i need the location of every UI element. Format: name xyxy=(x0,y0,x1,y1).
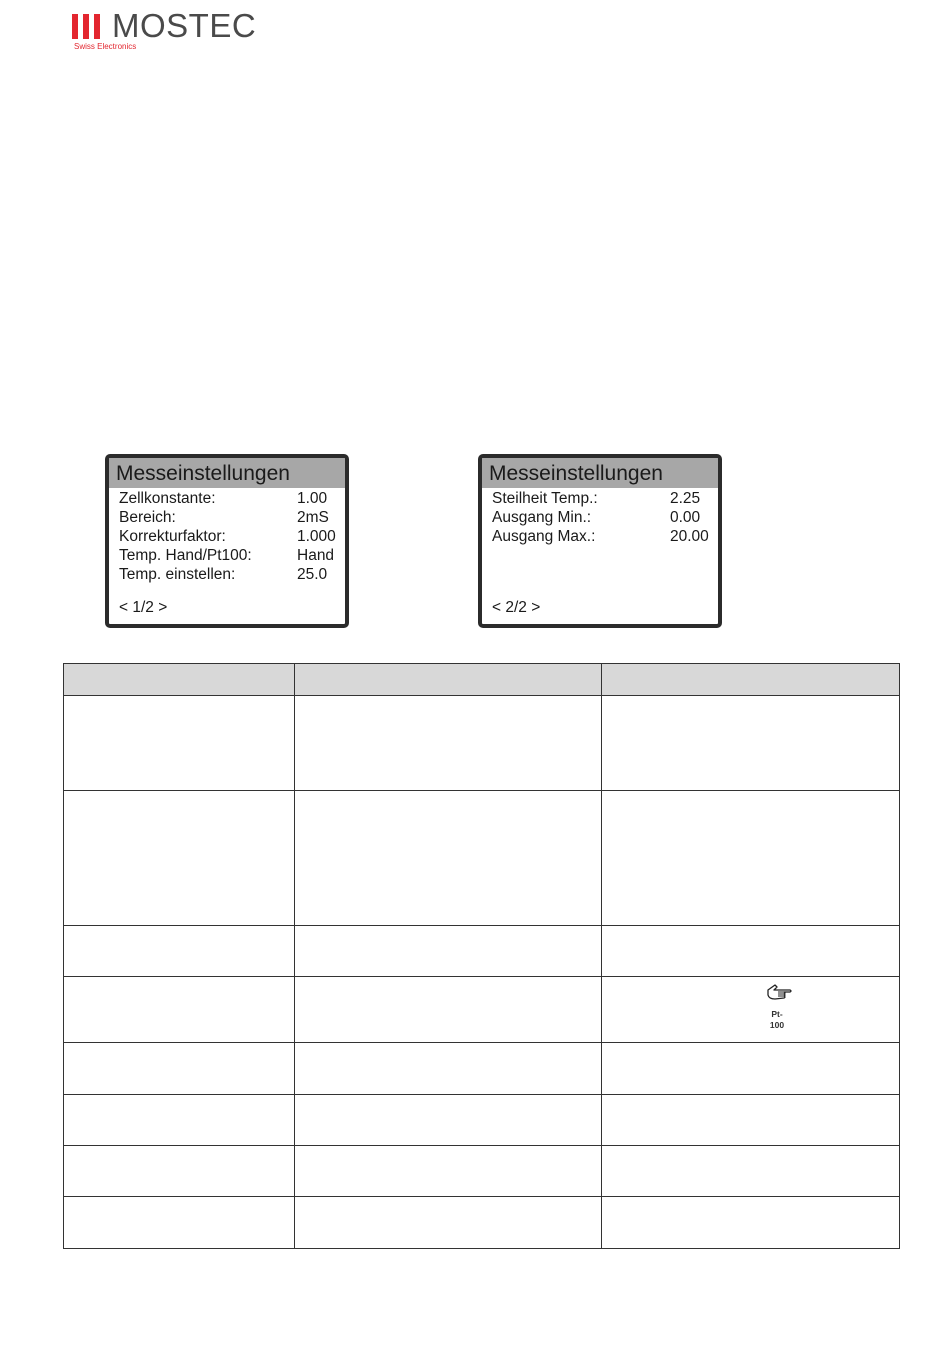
table-cell xyxy=(295,1197,602,1249)
table-cell xyxy=(295,926,602,977)
page-indicator: < 2/2 > xyxy=(492,599,541,616)
table-cell xyxy=(295,791,602,926)
table-cell xyxy=(602,696,900,791)
setting-label: Ausgang Max.: xyxy=(492,528,596,545)
setting-label: Bereich: xyxy=(119,509,176,526)
table-cell xyxy=(64,696,295,791)
setting-value: Hand xyxy=(297,547,335,564)
table-cell xyxy=(64,1146,295,1197)
pt100-label xyxy=(766,1009,788,1031)
screen-row xyxy=(119,546,339,565)
setting-label: Temp. Hand/Pt100: xyxy=(119,547,252,564)
brand-logo xyxy=(72,7,312,52)
table-cell xyxy=(602,1146,900,1197)
header-cell xyxy=(602,664,900,696)
table-cell xyxy=(64,977,295,1043)
table-cell xyxy=(295,977,602,1043)
table-cell xyxy=(295,1095,602,1146)
screen-row xyxy=(492,508,712,527)
page-indicator: < 1/2 > xyxy=(119,599,168,616)
table-row xyxy=(64,926,900,977)
table-cell xyxy=(64,1197,295,1249)
table-header-row xyxy=(64,664,900,696)
table-cell xyxy=(64,926,295,977)
setting-value: 2.25 xyxy=(670,490,701,507)
table-row xyxy=(64,696,900,791)
setting-value: 1.00 xyxy=(297,490,328,507)
setting-value: 0.00 xyxy=(670,509,701,526)
setting-label: Ausgang Min.: xyxy=(492,509,592,526)
table-cell xyxy=(64,1043,295,1095)
table-row xyxy=(64,1197,900,1249)
header-cell xyxy=(64,664,295,696)
setting-value: 2mS xyxy=(297,509,329,526)
table-row xyxy=(64,1043,900,1095)
screen-row xyxy=(119,508,339,527)
header-cell xyxy=(295,664,602,696)
setting-label: Korrekturfaktor: xyxy=(119,528,226,545)
screen-row xyxy=(492,527,712,546)
table-cell xyxy=(64,791,295,926)
screen-title: Messeinstellungen xyxy=(109,458,345,488)
table-cell xyxy=(295,696,602,791)
table-cell xyxy=(64,1095,295,1146)
screen-row xyxy=(119,527,339,546)
table-cell xyxy=(602,1043,900,1095)
table-cell xyxy=(602,1095,900,1146)
setting-label: Temp. einstellen: xyxy=(119,566,236,583)
table-row xyxy=(64,977,900,1043)
table-cell xyxy=(295,1146,602,1197)
logo-wordmark: MOSTEC xyxy=(112,7,257,44)
setting-label: Zellkonstante: xyxy=(119,490,216,507)
lcd-screen-page-1 xyxy=(105,454,349,628)
screen-title: Messeinstellungen xyxy=(482,458,718,488)
setting-label: Steilheit Temp.: xyxy=(492,490,598,507)
setting-value: 20.00 xyxy=(670,528,709,545)
screen-row xyxy=(492,489,712,508)
logo-bars-icon xyxy=(72,14,112,39)
table-cell xyxy=(295,1043,602,1095)
screen-row xyxy=(119,489,339,508)
pt100-label-line1: Pt- xyxy=(771,1009,783,1019)
lcd-screen-page-2 xyxy=(478,454,722,628)
table-cell xyxy=(602,977,900,1043)
setting-value: 25.0 xyxy=(297,566,328,583)
table-row xyxy=(64,791,900,926)
pt100-label-line2: 100 xyxy=(769,1020,785,1030)
hand-icon xyxy=(765,982,795,1004)
settings-table xyxy=(63,663,900,1249)
table-cell xyxy=(602,1197,900,1249)
table-row xyxy=(64,1146,900,1197)
table-cell xyxy=(602,926,900,977)
table-cell xyxy=(602,791,900,926)
logo-tagline: Swiss Electronics xyxy=(74,42,137,51)
setting-value: 1.000 xyxy=(297,528,336,545)
screen-row xyxy=(119,565,339,584)
table-row xyxy=(64,1095,900,1146)
